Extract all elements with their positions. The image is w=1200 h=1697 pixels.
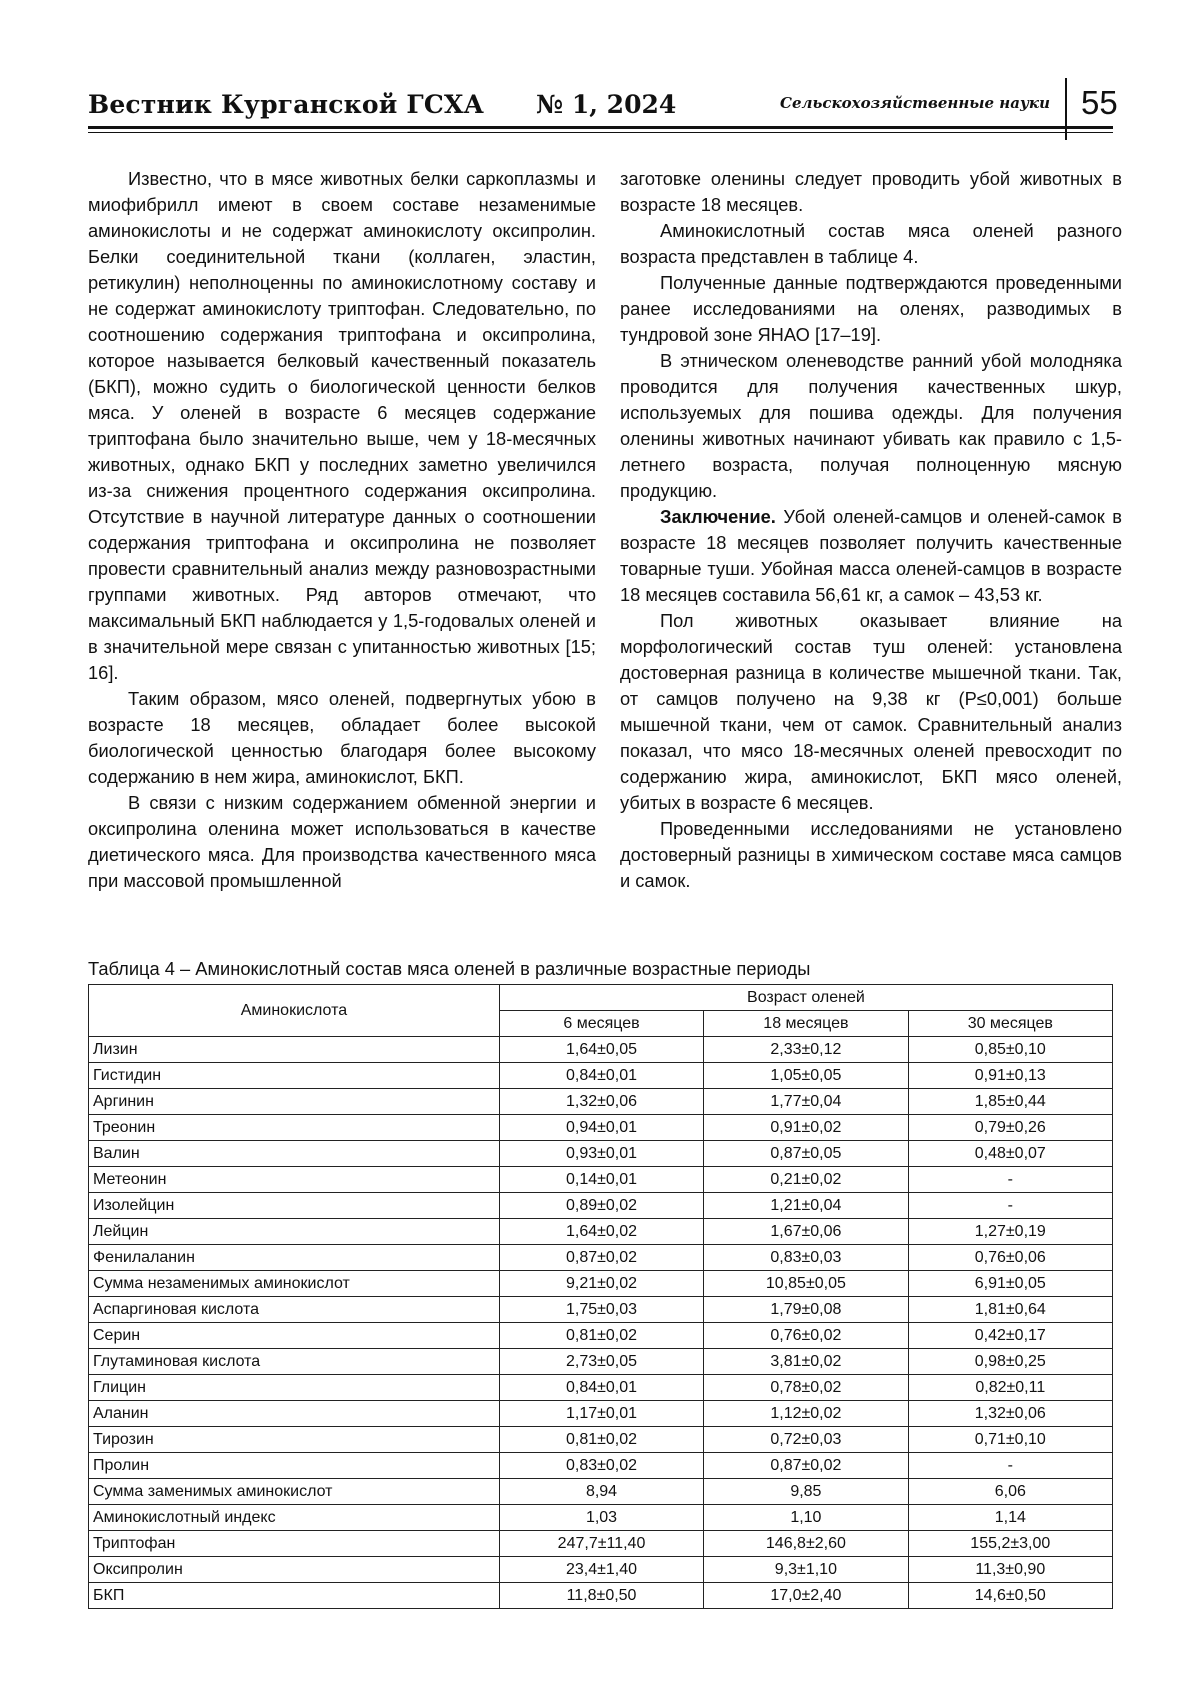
table-cell-acid-name: Валин [89,1141,500,1167]
table-cell-value: 1,64±0,02 [499,1219,703,1245]
paragraph: Полученные данные подтверждаются проведенными ранее исследованиями на оленях, разводимых в тундровой зоне ЯНАО [17–19]. [620,272,1122,345]
paragraph: Проведенными исследованиями не установлено достоверный разницы в химическом составе мяса самцов и самок. [620,818,1122,891]
table-row [89,1297,1113,1323]
table-cell-value: 0,76±0,02 [704,1323,908,1349]
table-cell-value: 0,21±0,02 [704,1167,908,1193]
header-rule-thin [88,132,1113,133]
table-cell-value: 9,21±0,02 [499,1271,703,1297]
table-row [89,1427,1113,1453]
table-row [89,1089,1113,1115]
table-cell-value: 1,79±0,08 [704,1297,908,1323]
table-cell-value: 1,12±0,02 [704,1401,908,1427]
table-cell-value: 1,75±0,03 [499,1297,703,1323]
table-cell-value: 1,77±0,04 [704,1089,908,1115]
table-cell-value: 0,48±0,07 [908,1141,1112,1167]
table-cell-acid-name: Фенилаланин [89,1245,500,1271]
table-cell-value: 0,93±0,01 [499,1141,703,1167]
table-cell-value: 0,83±0,03 [704,1245,908,1271]
table-cell-value: 2,73±0,05 [499,1349,703,1375]
journal-title: Вестник Курганской ГСХА [88,90,485,119]
table-cell-acid-name: Аспаргиновая кислота [89,1297,500,1323]
table-cell-value: 1,21±0,04 [704,1193,908,1219]
table-row [89,1479,1113,1505]
table-cell-value: 0,78±0,02 [704,1375,908,1401]
table-row [89,1583,1113,1609]
table-cell-value: 1,32±0,06 [908,1401,1112,1427]
table-row [89,1193,1113,1219]
table-cell-value: 146,8±2,60 [704,1531,908,1557]
table-body [89,1037,1113,1609]
table-cell-acid-name: Сумма заменимых аминокислот [89,1479,500,1505]
table-cell-value: 1,81±0,64 [908,1297,1112,1323]
table-cell-value: - [908,1453,1112,1479]
table-cell-value: 1,14 [908,1505,1112,1531]
table-cell-acid-name: Аминокислотный индекс [89,1505,500,1531]
table-cell-value: - [908,1167,1112,1193]
table-cell-value: 0,81±0,02 [499,1427,703,1453]
table-cell-value: 6,06 [908,1479,1112,1505]
table-cell-acid-name: Метеонин [89,1167,500,1193]
column-header-18m: 18 месяцев [704,1011,908,1037]
column-header-6m: 6 месяцев [499,1011,703,1037]
table-cell-value: 1,27±0,19 [908,1219,1112,1245]
table-cell-acid-name: Треонин [89,1115,500,1141]
table-cell-acid-name: Глутаминовая кислота [89,1349,500,1375]
table-row [89,1167,1113,1193]
table-row [89,1219,1113,1245]
table-row [89,1505,1113,1531]
table-cell-value: 0,85±0,10 [908,1037,1112,1063]
table-cell-value: 1,85±0,44 [908,1089,1112,1115]
table-cell-acid-name: Серин [89,1323,500,1349]
table-cell-acid-name: Оксипролин [89,1557,500,1583]
table-cell-value: 0,79±0,26 [908,1115,1112,1141]
table-row [89,1141,1113,1167]
table-cell-value: 1,64±0,05 [499,1037,703,1063]
table-cell-value: 0,87±0,05 [704,1141,908,1167]
table-cell-value: 1,03 [499,1505,703,1531]
table-cell-value: 17,0±2,40 [704,1583,908,1609]
table-row [89,1349,1113,1375]
table-cell-value: 0,72±0,03 [704,1427,908,1453]
table-cell-value: 2,33±0,12 [704,1037,908,1063]
table-cell-acid-name: БКП [89,1583,500,1609]
paragraph-continuation: заготовке оленины следует проводить убой животных в возрасте 18 месяцев. [620,168,1122,215]
table-cell-value: 0,87±0,02 [499,1245,703,1271]
table-cell-value: 155,2±3,00 [908,1531,1112,1557]
table-cell-value: 1,32±0,06 [499,1089,703,1115]
table-cell-value: 0,89±0,02 [499,1193,703,1219]
table-cell-acid-name: Пролин [89,1453,500,1479]
table-cell-value: 11,3±0,90 [908,1557,1112,1583]
table-cell-value: 0,71±0,10 [908,1427,1112,1453]
paragraph: Известно, что в мясе животных белки саркоплазмы и миофибрилл имеют в своем составе незаменимые аминокислоты и не содержат аминокислоту оксипролин. Белки соединительной ткани (коллаген, эластин, ретикулин) неполноценны по аминокислотному составу и не содержат аминокислоту триптофан. Следовательно, по соотношению содержания триптофана и оксипролина, которое называется белковый качественный показатель (БКП), можно судить о биологической ценности белков мяса. У оленей в возрасте 6 месяцев содержание триптофана было значительно выше, чем у 18-месячных животных, однако БКП у последних заметно увеличился из-за снижения процентного содержания оксипролина. Отсутствие в научной литературе данных о соотношении содержания триптофана и оксипролина не позволяет провести сравнительный анализ между разновозрастными группами животных. Ряд авторов отмечают, что максимальный БКП наблюдается у 1,5-годовалых оленей и в значительной мере связан с упитанностью животных [15; 16]. [88,168,596,683]
table-cell-value: 9,3±1,10 [704,1557,908,1583]
table-cell-value: 23,4±1,40 [499,1557,703,1583]
table-cell-value: 0,87±0,02 [704,1453,908,1479]
column-header-age-group: Возраст оленей [499,985,1112,1011]
table-cell-value: 6,91±0,05 [908,1271,1112,1297]
table-cell-value: 11,8±0,50 [499,1583,703,1609]
table-cell-value: 0,84±0,01 [499,1375,703,1401]
table-cell-acid-name: Изолейцин [89,1193,500,1219]
table-row [89,1115,1113,1141]
conclusion-text: Убой оленей-самцов и оленей-самок в возрасте 18 месяцев позволяет получить качественные товарные туши. Убойная масса оленей-самцов в возрасте 18 месяцев составила 56,61 кг, а самок – 43,53 кг. [620,506,1122,605]
table-cell-value: 0,91±0,02 [704,1115,908,1141]
table-row [89,1037,1113,1063]
conclusion-paragraph [620,504,1122,608]
table-cell-value: - [908,1193,1112,1219]
table-cell-value: 0,82±0,11 [908,1375,1112,1401]
amino-acid-table [88,984,1113,1609]
table-cell-value: 0,14±0,01 [499,1167,703,1193]
table-cell-acid-name: Аргинин [89,1089,500,1115]
header-divider [1065,78,1067,140]
table-row [89,1531,1113,1557]
table-row [89,1323,1113,1349]
header-rule-thick [88,126,1113,129]
table-cell-acid-name: Триптофан [89,1531,500,1557]
table-cell-value: 1,67±0,06 [704,1219,908,1245]
section-name: Сельскохозяйственные науки [780,94,1050,112]
table-row [89,1453,1113,1479]
issue-number: № 1, 2024 [536,90,677,119]
table-caption: Таблица 4 – Аминокислотный состав мяса оленей в различные возрастные периоды [88,958,811,979]
table-cell-acid-name: Лизин [89,1037,500,1063]
table-row [89,1245,1113,1271]
paragraph: Аминокислотный состав мяса оленей разного возраста представлен в таблице 4. [620,220,1122,267]
conclusion-label: Заключение. [660,506,776,527]
table-cell-acid-name: Аланин [89,1401,500,1427]
table-row [89,1271,1113,1297]
right-column [620,166,1122,894]
table-cell-value: 0,42±0,17 [908,1323,1112,1349]
table-cell-value: 3,81±0,02 [704,1349,908,1375]
table-cell-value: 0,84±0,01 [499,1063,703,1089]
table-row [89,1375,1113,1401]
table-cell-value: 0,91±0,13 [908,1063,1112,1089]
paragraph: В этническом оленеводстве ранний убой молодняка проводится для получения качественных шкур, используемых для пошива одежды. Для получения оленины животных начинают убивать как правило с 1,5-летнего возраста, получая полноценную мясную продукцию. [620,350,1122,501]
paragraph: В связи с низким содержанием обменной энергии и оксипролина оленина может использоваться в качестве диетического мяса. Для производства качественного мяса при массовой промышленной [88,792,596,891]
table-cell-acid-name: Гистидин [89,1063,500,1089]
table-cell-value: 0,94±0,01 [499,1115,703,1141]
table-cell-acid-name: Лейцин [89,1219,500,1245]
paragraph: Пол животных оказывает влияние на морфологический состав туш оленей: установлена достоверная разница в количестве мышечной ткани. Так, от самцов получено на 9,38 кг (P≤0,001) больше мышечной ткани, чем от самок. Сравнительный анализ показал, что мясо 18-месячных оленей превосходит по содержанию жира, аминокислот, БКП мясо оленей, убитых в возрасте 6 месяцев. [620,610,1122,813]
table-cell-value: 247,7±11,40 [499,1531,703,1557]
table-cell-acid-name: Тирозин [89,1427,500,1453]
table-cell-value: 0,83±0,02 [499,1453,703,1479]
table-row [89,1557,1113,1583]
table-cell-value: 0,81±0,02 [499,1323,703,1349]
table-cell-value: 14,6±0,50 [908,1583,1112,1609]
table-cell-value: 0,76±0,06 [908,1245,1112,1271]
table-cell-value: 10,85±0,05 [704,1271,908,1297]
table-cell-acid-name: Сумма незаменимых аминокислот [89,1271,500,1297]
table-cell-acid-name: Глицин [89,1375,500,1401]
table-cell-value: 1,05±0,05 [704,1063,908,1089]
table-cell-value: 8,94 [499,1479,703,1505]
table-row [89,1401,1113,1427]
page-number: 55 [1081,84,1118,121]
table-cell-value: 1,17±0,01 [499,1401,703,1427]
left-column [88,166,596,894]
table-row [89,1063,1113,1089]
table-cell-value: 0,98±0,25 [908,1349,1112,1375]
table-cell-value: 1,10 [704,1505,908,1531]
column-header-acid: Аминокислота [89,985,500,1037]
table-cell-value: 9,85 [704,1479,908,1505]
column-header-30m: 30 месяцев [908,1011,1112,1037]
paragraph: Таким образом, мясо оленей, подвергнутых убою в возрасте 18 месяцев, обладает более высокой биологической ценностью благодаря более высокому содержанию в нем жира, аминокислот, БКП. [88,688,596,787]
